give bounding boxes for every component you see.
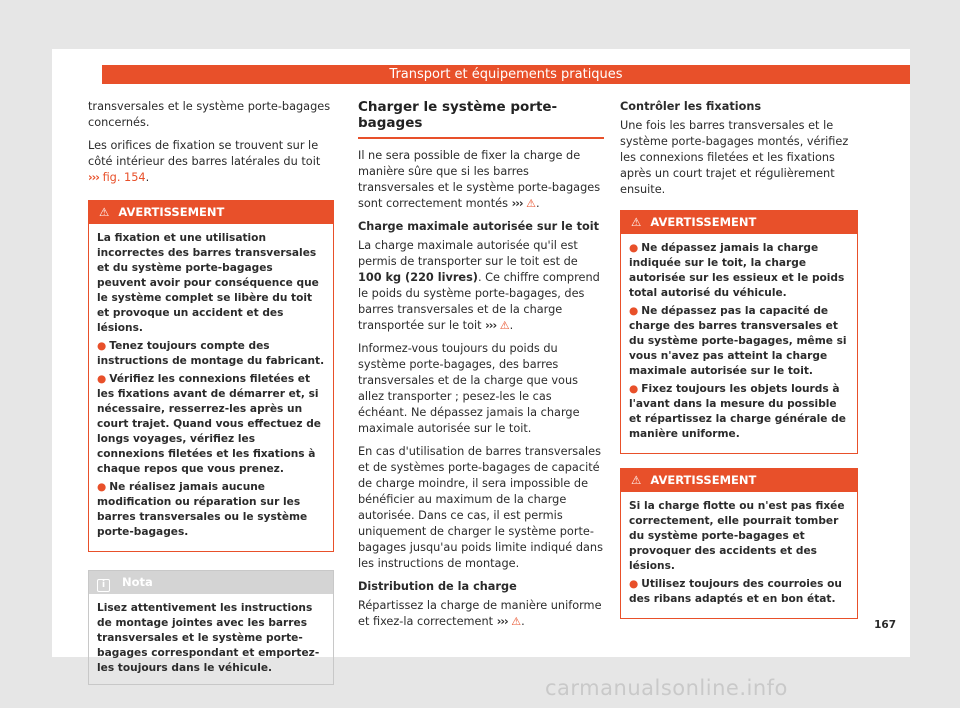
bullet-icon: ● (97, 481, 107, 493)
warning-item: ● Utilisez toujours des courroies ou des ribans adaptés et en bon état. (629, 578, 842, 605)
warning-header: ⚠ AVERTISSEMENT (89, 201, 333, 224)
page-number: 167 (874, 619, 896, 631)
warning-box (88, 200, 334, 552)
paragraph: En cas d'utilisation de barres transversales et de systèmes porte-bagages de capacité de charge moindre, il sera impossible de bénéficier au maximum de la charge autorisée. Dans ce cas, il est permis uniquement de charger le système porte-bagages jusqu'au poids limite indiqué dans les instructions de montage. (358, 445, 603, 570)
warning-item: ● Fixez toujours les objets lourds à l'avant dans la mesure du possible et répartissez la charge générale de manière uniforme. (629, 383, 846, 440)
subheading: Charge maximale autorisée sur le toit (358, 220, 600, 233)
load-value: 100 kg (220 livres) (358, 271, 478, 284)
warning-intro: La fixation et une utilisation incorrectes des barres transversales et du système porte-bagages peuvent avoir pour conséquence que le système complet se libère du toit et provoque un accident et des lésions. (97, 232, 319, 334)
warning-item: ● Ne dépassez pas la capacité de charge des barres transversales et du système porte-bagages, même si vous n'avez pas atteint la charge maximale autorisée sur le toit. (629, 305, 847, 377)
column-left (88, 99, 334, 685)
manual-page (52, 49, 910, 674)
warning-triangle-icon: ⚠ (631, 215, 642, 229)
watermark: carmanualsonline.info (545, 676, 788, 700)
paragraph: Répartissez la charge de manière uniforme et fixez-la correctement ››› ⚠. (358, 599, 602, 628)
bullet-icon: ● (97, 340, 107, 352)
reference-arrows: ››› (88, 171, 99, 184)
paragraph: Informez-vous toujours du poids du système porte-bagages, des barres transversales et de la charge que vous allez transporter ; pesez-les le cas échéant. Ne dépassez jamais la charge maximale autorisée sur le toit. (358, 342, 580, 435)
info-icon: i (97, 579, 110, 592)
section-title: Charger le système porte-bagages (358, 99, 604, 139)
warning-header: ⚠ AVERTISSEMENT (621, 211, 857, 234)
paragraph: La charge maximale autorisée qu'il est permis de transporter sur le toit est de 100 kg (220 livres). Ce chiffre comprend le poids du système porte-bagages, des barres transversales et de la charge transportée sur le toit ››› ⚠. (358, 239, 600, 332)
column-middle (358, 99, 604, 637)
warning-triangle-icon: ⚠ (99, 205, 110, 219)
warning-box (620, 210, 858, 454)
subheading: Distribution de la charge (358, 580, 517, 593)
bullet-icon: ● (629, 305, 639, 317)
subheading: Contrôler les fixations (620, 100, 762, 113)
warning-item: ● Ne dépassez jamais la charge indiquée sur le toit, la charge autorisée sur les essieux et le poids total autorisé du véhicule. (629, 242, 845, 299)
reference-arrows: ››› (511, 197, 523, 210)
warning-body (621, 492, 857, 618)
bullet-icon: ● (629, 383, 639, 395)
page-header: Transport et équipements pratiques (102, 65, 910, 84)
warning-triangle-icon[interactable]: ⚠ (499, 319, 510, 332)
reference-arrows: ››› (485, 319, 497, 332)
paragraph: Les orifices de fixation se trouvent sur le côté intérieur des barres latérales du toit ››› fig. 154. (88, 139, 321, 184)
paragraph: transversales et le système porte-bagages concernés. (88, 100, 331, 129)
warning-body (621, 234, 857, 453)
reference-arrows: ››› (496, 615, 508, 628)
bullet-icon: ● (97, 373, 107, 385)
figure-link[interactable]: fig. 154 (102, 171, 146, 184)
paragraph: Il ne sera possible de fixer la charge de manière sûre que si les barres transversales et le système porte-bagages sont correctement montés ››› ⚠. (358, 149, 601, 210)
note-box (88, 570, 334, 685)
warning-item: ● Ne réalisez jamais aucune modification ou réparation sur les barres transversales ou le système porte-bagages. (97, 481, 308, 538)
warning-triangle-icon: ⚠ (631, 473, 642, 487)
warning-triangle-icon[interactable]: ⚠ (526, 197, 536, 210)
paragraph: Une fois les barres transversales et le système porte-bagages montés, vérifiez les connexions filetées et les fixations après un court trajet et régulièrement ensuite. (620, 119, 849, 196)
warning-item: ● Vérifiez les connexions filetées et les fixations avant de démarrer et, si nécessaire, resserrez-les après un court trajet. Quand vous effectuez de longs voyages, vérifiez les connexions filetées et les fixations à chaque repos que vous prenez. (97, 373, 321, 475)
warning-intro: Si la charge flotte ou n'est pas fixée correctement, elle pourrait tomber du système porte-bagages et provoquer des accidents et des lésions. (629, 500, 845, 572)
warning-triangle-icon[interactable]: ⚠ (511, 615, 522, 628)
warning-item: ● Tenez toujours compte des instructions de montage du fabricant. (97, 340, 325, 367)
warning-header: ⚠ AVERTISSEMENT (621, 469, 857, 492)
warning-box (620, 468, 858, 619)
note-body: Lisez attentivement les instructions de montage jointes avec les barres transversales et le système porte-bagages correspondant et emportez-les toujours dans le véhicule. (97, 602, 320, 674)
note-header: i Nota (89, 571, 333, 594)
column-right (620, 99, 858, 633)
bullet-icon: ● (629, 578, 639, 590)
warning-body (89, 224, 333, 551)
bullet-icon: ● (629, 242, 639, 254)
